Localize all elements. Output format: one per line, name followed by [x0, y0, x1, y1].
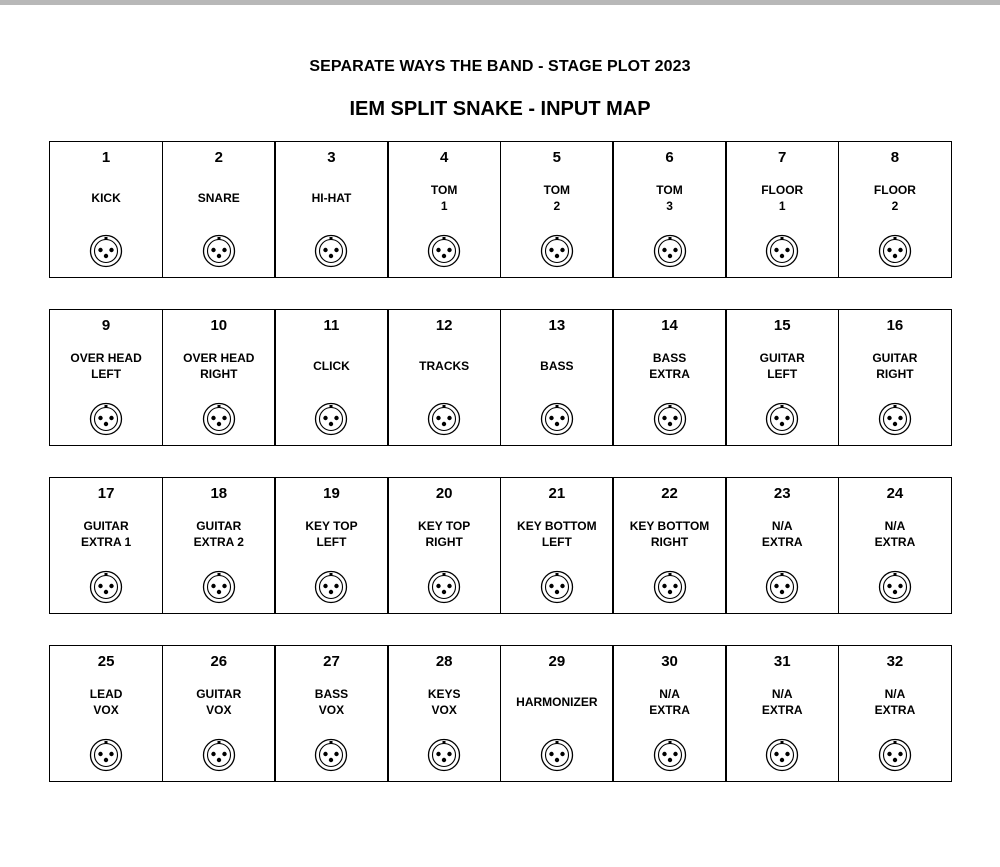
channel-label-line2: VOX — [431, 703, 457, 717]
channel-cell — [387, 141, 501, 278]
xlr-connector-icon — [540, 738, 574, 772]
channel-number: 18 — [210, 485, 228, 502]
channel-number: 13 — [548, 317, 566, 334]
channel-label-line2: VOX — [318, 703, 345, 717]
xlr-connector-icon — [427, 234, 461, 268]
channel-label-line2: EXTRA — [761, 535, 803, 549]
xlr-connector-icon — [427, 402, 461, 436]
channel-number: 3 — [327, 149, 336, 166]
channel-number: 16 — [886, 317, 904, 334]
channel-label-line2: RIGHT — [650, 535, 689, 549]
xlr-connector-icon — [427, 570, 461, 604]
channel-block-3 — [49, 477, 952, 614]
channel-label-line1: TRACKS — [419, 359, 470, 373]
channel-label-line1: CLICK — [313, 359, 350, 373]
channel-label-line1: HARMONIZER — [516, 695, 598, 709]
channel-cell — [274, 645, 388, 782]
channel-label-line1: GUITAR — [196, 519, 242, 533]
channel-label — [726, 349, 838, 383]
channel-number: 15 — [773, 317, 791, 334]
channel-cell — [500, 309, 614, 446]
xlr-connector-icon — [89, 738, 123, 772]
xlr-connector-icon — [202, 402, 236, 436]
channel-label-line2: LEFT — [767, 367, 798, 381]
channel-cell — [612, 645, 726, 782]
channel-label-line2: 2 — [553, 199, 561, 213]
channel-cell — [387, 477, 501, 614]
xlr-connector-icon — [878, 570, 912, 604]
channel-label-line1: OVER HEAD — [70, 351, 142, 365]
channel-cell — [838, 141, 952, 278]
channel-cell — [49, 141, 163, 278]
channel-cell — [49, 645, 163, 782]
channel-label-line1: GUITAR — [196, 687, 242, 701]
channel-label — [613, 517, 725, 551]
channel-label-line1: GUITAR — [83, 519, 129, 533]
channel-label — [388, 685, 500, 719]
channel-label — [501, 181, 613, 215]
channel-cell — [162, 477, 276, 614]
channel-label-line2: EXTRA — [874, 703, 916, 717]
channel-cell — [387, 645, 501, 782]
channel-block-1 — [49, 141, 952, 278]
channel-label-line1: KEY TOP — [305, 519, 358, 533]
document-subtitle: IEM SPLIT SNAKE - INPUT MAP — [349, 98, 651, 120]
channel-label — [839, 181, 951, 215]
channel-cell — [162, 645, 276, 782]
channel-label — [163, 181, 275, 215]
channel-cell — [725, 477, 839, 614]
channel-label — [388, 349, 500, 383]
channel-cell — [725, 645, 839, 782]
xlr-connector-icon — [314, 738, 348, 772]
xlr-connector-icon — [878, 402, 912, 436]
channel-label-line2: EXTRA 2 — [193, 535, 244, 549]
channel-label-line2: EXTRA — [874, 535, 916, 549]
channel-number: 6 — [665, 149, 674, 166]
channel-number: 14 — [661, 317, 678, 334]
channel-number: 9 — [101, 317, 111, 334]
channel-cell — [838, 645, 952, 782]
channel-number: 29 — [548, 653, 566, 670]
channel-label — [275, 517, 387, 551]
channel-label-line1: N/A — [659, 687, 680, 701]
channel-cell — [838, 309, 952, 446]
channel-label-line2: EXTRA — [649, 703, 690, 717]
channel-cell — [612, 477, 726, 614]
channel-label-line1: TOM — [543, 183, 571, 197]
channel-number: 26 — [210, 653, 228, 670]
xlr-connector-icon — [765, 570, 799, 604]
channel-label — [50, 517, 162, 551]
channel-label — [163, 517, 275, 551]
xlr-connector-icon — [202, 234, 236, 268]
channel-label-line1: BASS — [314, 687, 349, 701]
channel-label-line2: RIGHT — [425, 535, 463, 549]
xlr-connector-icon — [202, 570, 236, 604]
xlr-connector-icon — [314, 402, 348, 436]
channel-cell — [725, 309, 839, 446]
channel-cell — [838, 477, 952, 614]
channel-label — [388, 181, 500, 215]
channel-label-line2: EXTRA 1 — [80, 535, 132, 549]
channel-cell — [387, 309, 501, 446]
channel-label-line1: TOM — [656, 183, 683, 197]
xlr-connector-icon — [202, 738, 236, 772]
channel-label-line2: EXTRA — [649, 367, 690, 381]
channel-number: 24 — [886, 485, 904, 502]
channel-number: 10 — [210, 317, 228, 334]
channel-number: 2 — [214, 149, 223, 166]
channel-number: 8 — [890, 149, 900, 166]
channel-number: 25 — [97, 653, 115, 670]
xlr-connector-icon — [653, 402, 687, 436]
channel-label-line1: BASS — [652, 351, 687, 365]
xlr-connector-icon — [653, 234, 687, 268]
channel-label-line1: N/A — [884, 519, 906, 533]
xlr-connector-icon — [653, 738, 687, 772]
channel-number: 5 — [552, 149, 562, 166]
channel-number: 7 — [778, 149, 787, 166]
channel-label — [726, 181, 838, 215]
channel-label-line1: GUITAR — [759, 351, 805, 365]
channel-cell — [500, 141, 614, 278]
document-title: SEPARATE WAYS THE BAND - STAGE PLOT 2023 — [309, 58, 691, 75]
channel-label-line1: FLOOR — [761, 183, 804, 197]
channel-label-line2: LEFT — [541, 535, 572, 549]
channel-cell — [162, 141, 276, 278]
channel-label-line1: SNARE — [197, 191, 240, 205]
channel-number: 1 — [101, 149, 111, 166]
channel-label-line1: BASS — [540, 359, 574, 373]
channel-label — [275, 349, 387, 383]
xlr-connector-icon — [540, 570, 574, 604]
channel-cell — [274, 141, 388, 278]
channel-label-line2: 2 — [891, 199, 899, 213]
channel-number: 20 — [435, 485, 453, 502]
channel-label-line2: LEFT — [316, 535, 347, 549]
channel-label — [839, 349, 951, 383]
channel-number: 28 — [435, 653, 453, 670]
channel-label — [163, 349, 275, 383]
channel-number: 19 — [323, 485, 340, 502]
channel-label — [50, 349, 162, 383]
xlr-connector-icon — [89, 570, 123, 604]
channel-label-line1: KEYS — [427, 687, 461, 701]
xlr-connector-icon — [540, 234, 574, 268]
channel-number: 11 — [323, 317, 340, 334]
channel-label — [50, 181, 162, 215]
channel-label-line2: LEFT — [91, 367, 122, 381]
channel-number: 21 — [548, 485, 566, 502]
channel-label — [613, 349, 725, 383]
channel-label — [275, 685, 387, 719]
channel-label — [726, 685, 838, 719]
channel-cell — [500, 645, 614, 782]
channel-label-line1: N/A — [884, 687, 906, 701]
channel-label-line1: GUITAR — [872, 351, 918, 365]
channel-label — [501, 685, 613, 719]
channel-cell — [612, 141, 726, 278]
channel-label-line1: KEY BOTTOM — [517, 519, 597, 533]
channel-label-line2: VOX — [206, 703, 232, 717]
channel-number: 31 — [773, 653, 791, 670]
xlr-connector-icon — [765, 402, 799, 436]
channel-number: 17 — [97, 485, 115, 502]
channel-label — [163, 685, 275, 719]
channel-label — [613, 685, 725, 719]
channel-label-line2: RIGHT — [200, 367, 238, 381]
channel-label-line1: TOM — [430, 183, 458, 197]
xlr-connector-icon — [765, 738, 799, 772]
channel-label-line2: 1 — [778, 199, 786, 213]
channel-label — [726, 517, 838, 551]
channel-label-line2: EXTRA — [761, 703, 803, 717]
channel-cell — [162, 309, 276, 446]
channel-label-line1: KEY TOP — [418, 519, 471, 533]
channel-cell — [49, 309, 163, 446]
xlr-connector-icon — [765, 234, 799, 268]
channel-block-4 — [49, 645, 952, 782]
channel-label — [50, 685, 162, 719]
channel-number: 32 — [886, 653, 904, 670]
xlr-connector-icon — [89, 234, 123, 268]
channel-block-2 — [49, 309, 952, 446]
channel-label-line2: 3 — [666, 199, 673, 213]
top-border-bar — [0, 0, 1000, 5]
channel-number: 22 — [661, 485, 678, 502]
channel-cell — [274, 309, 388, 446]
channel-label-line1: N/A — [771, 519, 793, 533]
channel-label-line1: FLOOR — [873, 183, 916, 197]
channel-number: 12 — [435, 317, 453, 334]
channel-label-line1: KEY BOTTOM — [629, 519, 710, 533]
channel-number: 30 — [661, 653, 678, 670]
channel-label-line1: LEAD — [89, 687, 123, 701]
channel-label — [388, 517, 500, 551]
channel-number: 4 — [439, 149, 449, 166]
channel-label-line2: RIGHT — [876, 367, 914, 381]
channel-cell — [500, 477, 614, 614]
xlr-connector-icon — [653, 570, 687, 604]
channel-label-line1: KICK — [91, 191, 121, 205]
channel-label — [613, 181, 725, 215]
channel-label-line2: VOX — [93, 703, 119, 717]
xlr-connector-icon — [540, 402, 574, 436]
channel-cell — [725, 141, 839, 278]
channel-label — [501, 517, 613, 551]
channel-number: 27 — [323, 653, 340, 670]
xlr-connector-icon — [314, 234, 348, 268]
channel-cell — [274, 477, 388, 614]
channel-label — [501, 349, 613, 383]
channel-cell — [49, 477, 163, 614]
xlr-connector-icon — [878, 234, 912, 268]
xlr-connector-icon — [89, 402, 123, 436]
channel-number: 23 — [773, 485, 791, 502]
xlr-connector-icon — [314, 570, 348, 604]
channel-label-line2: 1 — [440, 199, 448, 213]
xlr-connector-icon — [878, 738, 912, 772]
channel-label-line1: N/A — [771, 687, 793, 701]
xlr-connector-icon — [427, 738, 461, 772]
channel-label-line1: OVER HEAD — [183, 351, 255, 365]
channel-label — [275, 181, 387, 215]
channel-label-line1: HI-HAT — [311, 191, 352, 205]
channel-label — [839, 517, 951, 551]
channel-label — [839, 685, 951, 719]
channel-cell — [612, 309, 726, 446]
